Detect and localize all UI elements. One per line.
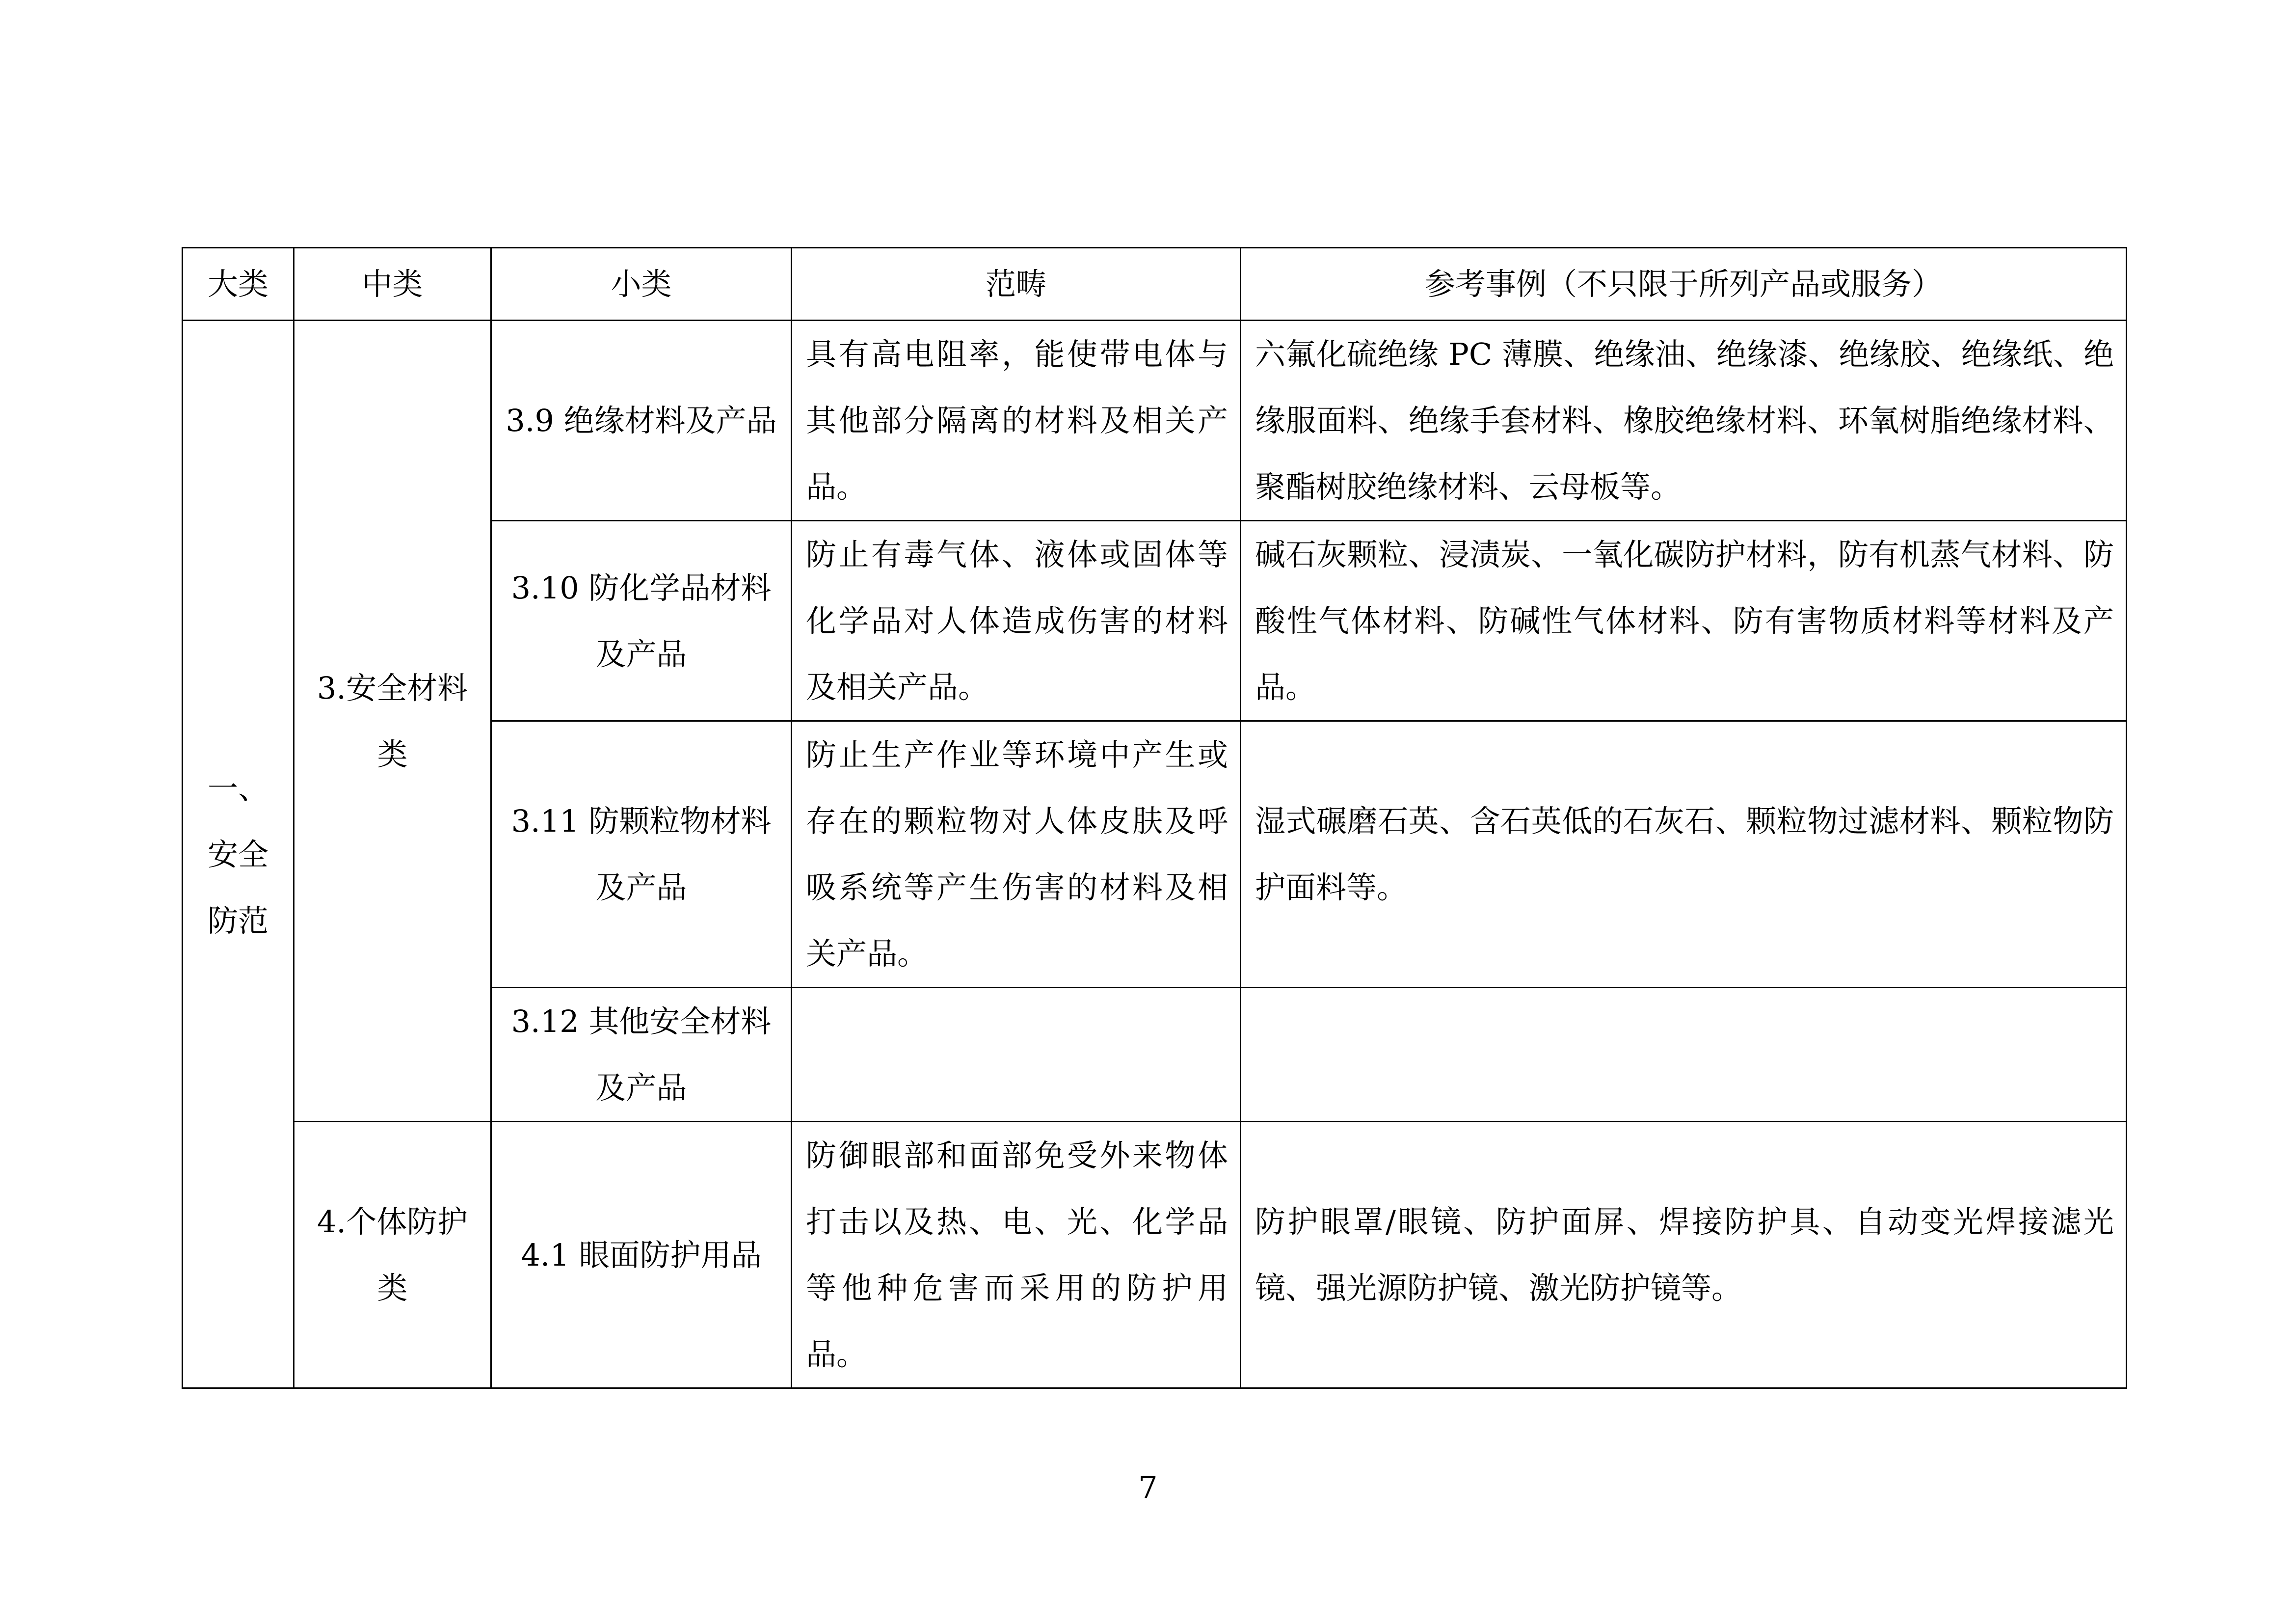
example-cell: 碱石灰颗粒、浸渍炭、一氧化碳防护材料，防有机蒸气材料、防酸性气体材料、防碱性气体材料、防有害物质材料等材料及产品。 [1241,521,2127,721]
minor-category-cell: 3.11 防颗粒物材料及产品 [491,721,792,988]
example-cell [1241,988,2127,1122]
header-minor-category: 小类 [491,248,792,321]
mid-category-cell: 3.安全材料类 [294,321,491,1122]
table-header-row [183,248,2127,321]
minor-category-cell: 3.10 防化学品材料及产品 [491,521,792,721]
table-row [183,1122,2127,1388]
scope-cell: 防止生产作业等环境中产生或存在的颗粒物对人体皮肤及呼吸系统等产生伤害的材料及相关产品。 [792,721,1241,988]
table-row [183,321,2127,521]
scope-cell [792,988,1241,1122]
header-mid-category: 中类 [294,248,491,321]
header-examples: 参考事例（不只限于所列产品或服务） [1241,248,2127,321]
scope-cell: 具有高电阻率，能使带电体与其他部分隔离的材料及相关产品。 [792,321,1241,521]
classification-table-container [182,247,2126,1389]
scope-cell: 防止有毒气体、液体或固体等化学品对人体造成伤害的材料及相关产品。 [792,521,1241,721]
mid-category-cell: 4.个体防护类 [294,1122,491,1388]
header-scope: 范畴 [792,248,1241,321]
minor-category-cell: 4.1 眼面防护用品 [491,1122,792,1388]
header-major-category: 大类 [183,248,294,321]
example-cell: 六氟化硫绝缘 PC 薄膜、绝缘油、绝缘漆、绝缘胶、绝缘纸、绝缘服面料、绝缘手套材料、橡胶绝缘材料、环氧树脂绝缘材料、聚酯树胶绝缘材料、云母板等。 [1241,321,2127,521]
minor-category-cell: 3.12 其他安全材料及产品 [491,988,792,1122]
example-cell: 防护眼罩/眼镜、防护面屏、焊接防护具、自动变光焊接滤光镜、强光源防护镜、激光防护镜等。 [1241,1122,2127,1388]
classification-table [182,247,2127,1389]
minor-category-cell: 3.9 绝缘材料及产品 [491,321,792,521]
scope-cell: 防御眼部和面部免受外来物体打击以及热、电、光、化学品等他种危害而采用的防护用品。 [792,1122,1241,1388]
major-category-cell: 一、安全防范 [183,321,294,1388]
example-cell: 湿式碾磨石英、含石英低的石灰石、颗粒物过滤材料、颗粒物防护面料等。 [1241,721,2127,988]
page-number: 7 [1138,1469,1158,1505]
